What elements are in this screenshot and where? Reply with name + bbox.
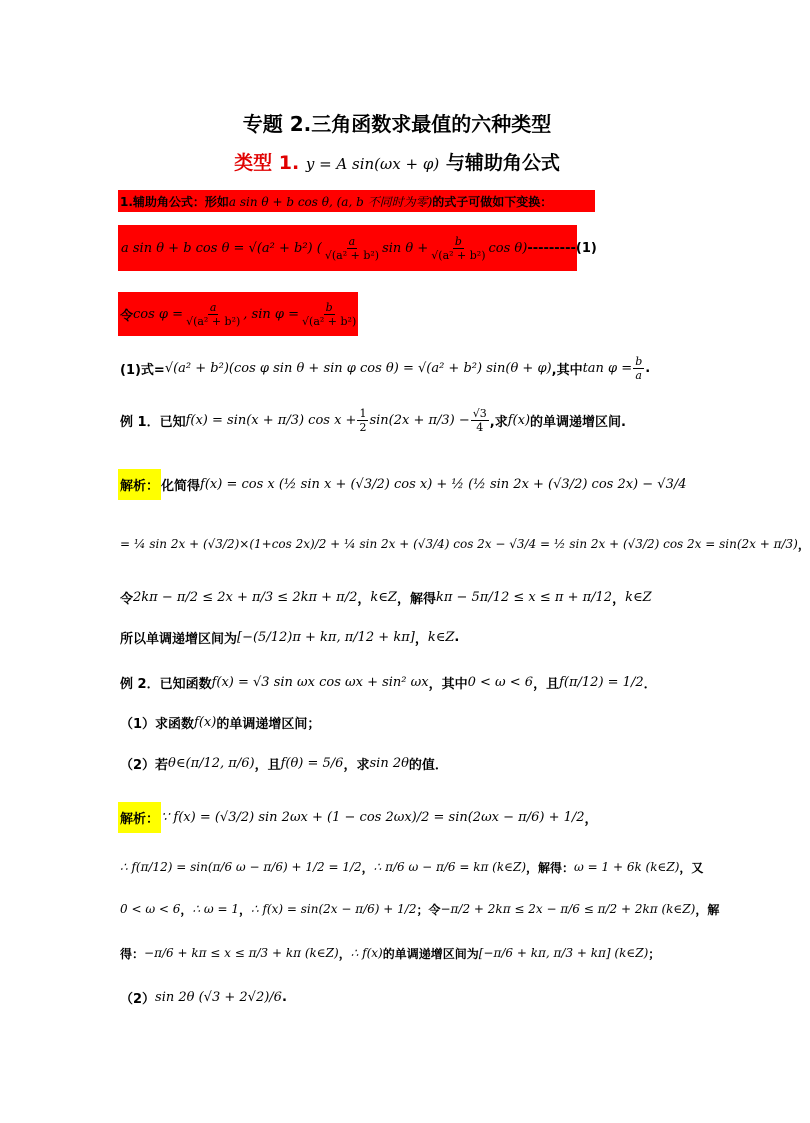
type1-formula: y = A sin(ωx + φ)	[305, 155, 440, 173]
ex1-tail: ,求	[489, 414, 508, 430]
sol2-l2-m2: ∴ π/6 ω − π/6 = kπ (k∈Z)	[373, 860, 527, 874]
sol1-l4-c: .	[454, 629, 460, 645]
sol1-l3-d: ，	[612, 591, 626, 607]
box3-prefix: 令	[120, 308, 134, 324]
sol2-l3-m4: −π/2 + 2kπ ≤ 2x − π/6 ≤ π/2 + 2kπ (k∈Z)	[440, 902, 696, 916]
sol2-l2-c: ，又	[679, 860, 704, 875]
box1-formula: a sin θ + b cos θ, (a, b 不同时为零)	[228, 195, 433, 209]
ex2-label: 例 2．已知函数	[120, 676, 212, 692]
ex2-q1-m: f(x)	[194, 714, 217, 730]
ex2-q2-d: 的值．	[408, 757, 448, 773]
sol2-l3-a: ，	[180, 902, 193, 917]
ex2-q2-b: ，且	[254, 757, 281, 773]
page-title: 专题 2.三角函数求最值的六种类型	[242, 112, 552, 136]
ex2-q2-m2: f(θ) = 5/6	[280, 755, 344, 771]
sol1-l3-c: ，解得	[396, 591, 436, 607]
sol1-l4-m2: k∈Z	[427, 629, 455, 645]
box2-line	[121, 230, 597, 266]
sol1-tag: 解析：	[118, 469, 161, 500]
identity-formula: √(a² + b²)(cos φ sin θ + sin φ cos θ) = √(a² + b²) sin(θ + φ)	[164, 360, 552, 376]
sol2-tag: 解析：	[118, 802, 161, 833]
ex2-formula: f(x) = √3 sin ωx cos ωx + sin² ωx	[211, 674, 429, 690]
sol2-l3-d: ，解	[695, 902, 720, 917]
ex2-question-2	[120, 748, 448, 778]
box1-line	[120, 193, 552, 210]
sol1-l2-math: = ¼ sin 2x + (√3/2)×(1+cos 2x)/2 + ¼ sin 2x + (√3/4) cos 2x − √3/4 = ½ sin 2x + (√3/2) cos 2x = sin(2x + π/3)	[120, 537, 798, 551]
sol2-l4-m3: [−π/6 + kπ, π/3 + kπ] (k∈Z)	[478, 946, 649, 960]
identity-line	[120, 350, 650, 386]
box1-text-a: 1.辅助角公式：形如	[120, 195, 229, 209]
sol2-l5-b: .	[281, 989, 287, 1005]
box3-frac-1: $\frac{a}{\text{√(a² + b²)}}$	[186, 300, 241, 328]
sol1-line-1	[118, 466, 687, 502]
ex1-tail2: 的单调递增区间.	[530, 414, 626, 430]
sol2-l3-b: ，	[239, 902, 252, 917]
ex2-cond: 0 < ω < 6	[467, 674, 534, 690]
sol2-line-5	[120, 980, 287, 1014]
sol1-line-4	[120, 620, 459, 654]
sol2-l3-m1: 0 < ω < 6	[120, 902, 181, 916]
sol1-l1-text: 化简得	[161, 478, 201, 494]
sol2-l3-c: ；令	[416, 902, 441, 917]
sol1-l3-b: ，	[357, 591, 371, 607]
box3-sin: , sin φ =	[243, 306, 300, 322]
box3-line	[120, 296, 359, 332]
ex2-cond2: f(π/12) = 1/2	[559, 674, 644, 690]
type1-label: 类型 1.	[234, 152, 300, 174]
sol2-l1-end: ，	[584, 811, 598, 827]
ex2-mid: ，其中	[428, 676, 468, 692]
ex2-end: ．	[643, 676, 657, 692]
ex2-q1-a: （1）求函数	[120, 716, 195, 732]
sol2-l4-m1: −π/6 + kπ ≤ x ≤ π/3 + kπ (k∈Z)	[144, 946, 339, 960]
box2-frac-2: $\frac{b}{\text{√(a² + b²)}}$	[431, 234, 486, 262]
ex2-q2-c: ，求	[343, 757, 370, 773]
sol2-l1-math: ∵ f(x) = (√3/2) sin 2ωx + (1 − cos 2ωx)/2 = sin(2ωx − π/6) + 1/2	[161, 809, 585, 825]
ex2-q2-a: （2）若	[120, 757, 169, 773]
box2-tag: ---------(1)	[527, 240, 597, 256]
sol1-l3-a: 令	[120, 591, 134, 607]
sol2-l4-d: ；	[648, 946, 661, 961]
sol1-l4-a: 所以单调递增区间为	[120, 631, 238, 647]
identity-mid: ,其中	[551, 362, 583, 378]
sol2-l2-m1: ∴ f(π/12) = sin(π/6 ω − π/6) + 1/2 = 1/2	[120, 860, 362, 874]
sol1-l3-m2: k∈Z	[370, 589, 397, 605]
ex1-label: 例 1．已知	[120, 414, 186, 430]
sol1-l1-math: f(x) = cos x (½ sin x + (√3/2) cos x) + ½ (½ sin 2x + (√3/2) cos 2x) − √3/4	[200, 476, 687, 492]
sol1-l4-b: ，	[414, 631, 428, 647]
ex1-fx: f(x)	[507, 412, 531, 428]
box3-frac-2: $\frac{b}{\text{√(a² + b²)}}$	[302, 300, 357, 328]
ex1-formula-a: f(x) = sin(x + π/3) cos x +	[185, 412, 357, 428]
ex2-q2-m1: θ∈(π/12, π/6)	[168, 755, 255, 771]
sol2-l2-m3: ω = 1 + 6k (k∈Z)	[574, 860, 680, 874]
ex2-mid2: ，且	[533, 676, 560, 692]
sol2-line-2	[120, 850, 703, 884]
identity-tan: tan φ =	[582, 360, 633, 376]
sol2-line-3	[120, 892, 719, 926]
sol2-line-1	[118, 800, 598, 834]
sol1-l3-m1: 2kπ − π/2 ≤ 2x + π/3 ≤ 2kπ + π/2	[133, 589, 358, 605]
sol2-l2-a: ，	[361, 860, 374, 875]
box1-text-b: 的式子可做如下变换：	[432, 195, 553, 209]
sol2-l4-m2: ∴ f(x)	[350, 946, 383, 960]
identity-frac: $\frac{b}{a}$	[635, 354, 643, 382]
sol1-l3-m4: k∈Z	[625, 589, 652, 605]
box3-cos: cos φ =	[133, 306, 184, 322]
ex1-root: $\frac{√3}{4}$	[472, 406, 487, 434]
ex2-q2-m3: sin 2θ	[369, 755, 409, 771]
identity-prefix: (1)式=	[120, 362, 165, 378]
sol1-line-2	[120, 526, 810, 562]
type1-suffix: 与辅助角公式	[445, 152, 560, 174]
sol2-l4-c: 的单调递增区间为	[382, 946, 479, 961]
sol2-l3-m3: ∴ f(x) = sin(2x − π/6) + 1/2	[251, 902, 417, 916]
sol2-line-4	[120, 936, 660, 970]
example-1	[120, 402, 626, 438]
box2-frac-1: $\frac{a}{\text{√(a² + b²)}}$	[324, 234, 380, 262]
sol2-l2-b: ，解得：	[526, 860, 575, 875]
sol2-l5-m: sin 2θ (√3 + 2√2)/6	[155, 989, 282, 1005]
sol1-l3-m3: kπ − 5π/12 ≤ x ≤ π + π/12	[435, 589, 613, 605]
ex2-question-1	[120, 712, 320, 732]
sol2-l4-a: 得：	[120, 946, 145, 961]
identity-end: .	[645, 360, 651, 376]
example-2	[120, 665, 657, 699]
ex1-formula-b: sin(2x + π/3) −	[369, 412, 470, 428]
sol1-line-3	[120, 582, 652, 612]
ex1-half: $\frac{1}{2}$	[359, 406, 367, 434]
type1-heading	[0, 148, 794, 175]
ex2-q1-b: 的单调递增区间；	[216, 716, 321, 732]
sol2-l4-b: ，	[338, 946, 351, 961]
sol2-l3-m2: ∴ ω = 1	[192, 902, 239, 916]
sol2-l5-a: （2）	[120, 991, 156, 1007]
box2-mid: sin θ +	[382, 240, 429, 256]
box2-end: cos θ)	[488, 240, 528, 256]
sol1-l4-interval: [−(5/12)π + kπ, π/12 + kπ]	[237, 629, 415, 645]
box2-lhs: a sin θ + b cos θ = √(a² + b²) (	[121, 240, 322, 256]
sol1-l2-end: ，	[797, 537, 810, 552]
